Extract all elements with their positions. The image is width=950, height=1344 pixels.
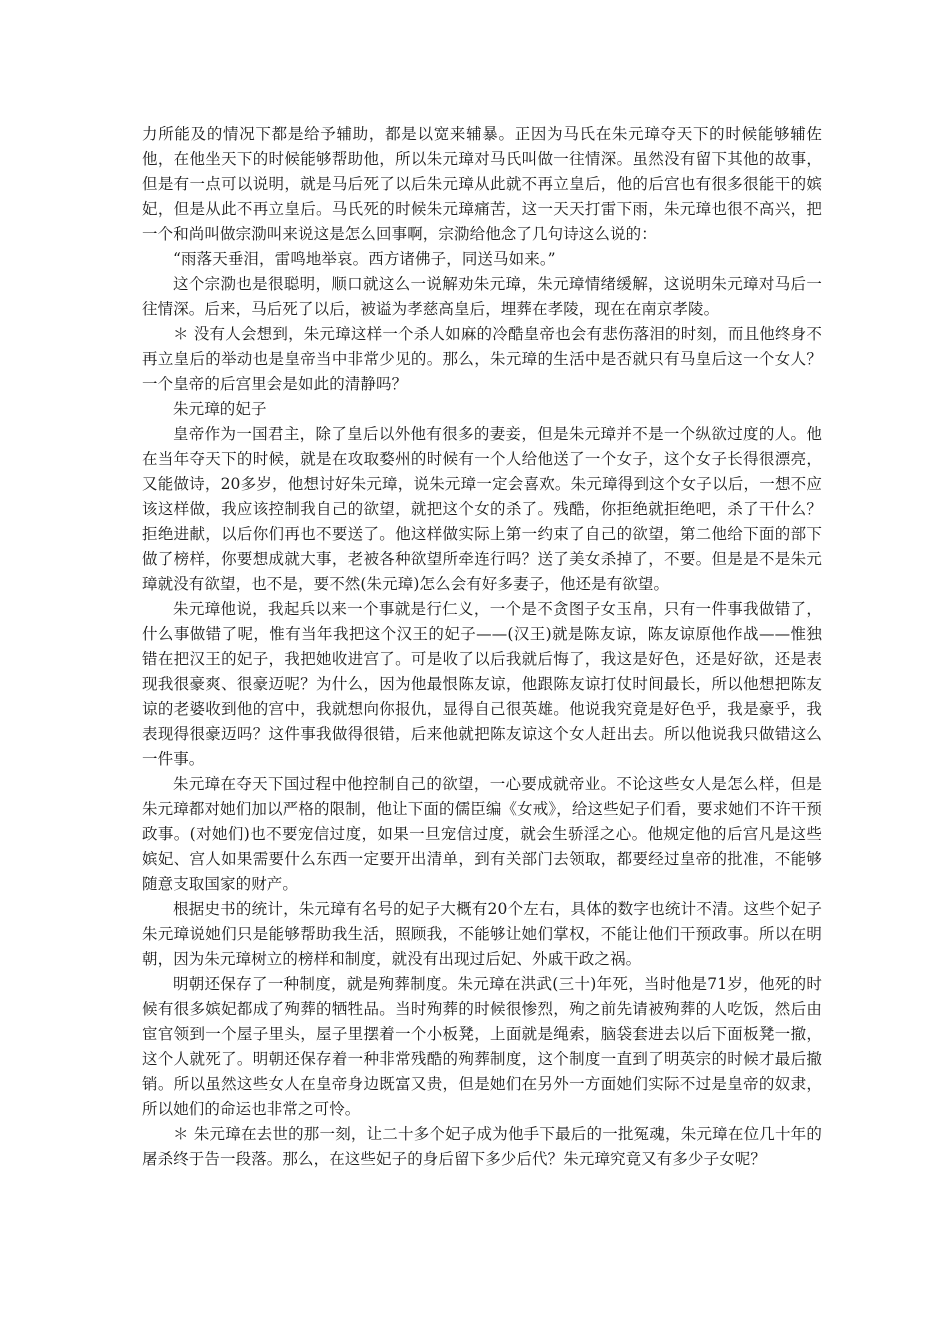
paragraph-concubines: 皇帝作为一国君主，除了皇后以外他有很多的妻妾，但是朱元璋并不是一个纵欲过度的人。他在当年夺天下的时候，就是在攻取婺州的时候有一个人给他送了一个女子，这个女子长得很漂亮，又能做诗，20多岁，他想讨好朱元璋，说朱元璋一定会喜欢。朱元璋得到这个女子以后，一想不应该这样做，我应该控制我自己的欲望，就把这个女的杀了。残酷，你拒绝就拒绝吧，杀了干什么？拒绝进献，以后你们再也不要送了。他这样做实际上第一约束了自己的欲望，第二他给下面的部下做了榜样，你要想成就大事，老被各种欲望所牵连行吗？送了美女杀掉了，不要。但是是不是朱元璋就没有欲望，也不是，要不然(朱元璋)怎么会有好多妻子，他还是有欲望。 [142, 425, 822, 593]
paragraph-statistics: 根据史书的统计，朱元璋有名号的妃子大概有20个左右，具体的数字也统计不清。这些个妃子朱元璋说她们只是能够帮助我生活，照顾我，不能够让她们掌权，不能让他们干预政事。所以在明朝，因为朱元璋树立的榜样和制度，就没有出现过后妃、外戚干政之祸。 [142, 900, 822, 968]
paragraph-continuation: 力所能及的情况下都是给予辅助，都是以宽来辅暴。正因为马氏在朱元璋夺天下的时候能够辅佐他，在他坐天下的时候能够帮助他，所以朱元璋对马氏叫做一往情深。虽然没有留下其他的故事，但是有一点可以说明，就是马后死了以后朱元璋从此就不再立皇后，他的后宫也有很多很能干的嫔妃，但是从此不再立皇后。马氏死的时候朱元璋痛苦，这一天天打雷下雨，朱元璋也很不高兴，把一个和尚叫做宗泐叫来说这是怎么回事啊，宗泐给他念了几句诗这么说的： [142, 125, 822, 243]
paragraph-zongle: 这个宗泐也是很聪明，顺口就这么一说解劝朱元璋，朱元璋情绪缓解，这说明朱元璋对马后一往情深。后来，马后死了以后，被谥为孝慈高皇后，埋葬在孝陵，现在在南京孝陵。 [142, 275, 822, 318]
paragraph-commentary-2: ＊ 朱元璋在去世的那一刻，让二十多个妃子成为他手下最后的一批冤魂，朱元璋在位几十年的屠杀终于告一段落。那么，在这些妃子的身后留下多少后代？朱元璋究竟又有多少子女呢？ [142, 1125, 822, 1168]
paragraph-commentary-1: ＊ 没有人会想到，朱元璋这样一个杀人如麻的冷酷皇帝也会有悲伤落泪的时刻，而且他终身不再立皇后的举动也是皇帝当中非常少见的。那么，朱元璋的生活中是否就只有马皇后这一个女人？一个皇帝的后宫里会是如此的清静吗？ [142, 325, 822, 393]
paragraph-burial: 明朝还保存了一种制度，就是殉葬制度。朱元璋在洪武(三十)年死，当时他是71岁，他死的时候有很多嫔妃都成了殉葬的牺牲品。当时殉葬的时候很惨烈，殉之前先请被殉葬的人吃饭，然后由宦官领到一个屋子里头，屋子里摆着一个小板凳，上面就是绳索，脑袋套进去以后下面板凳一撤，这个人就死了。明朝还保存着一种非常残酷的殉葬制度，这个制度一直到了明英宗的时候才最后撤销。所以虽然这些女人在皇帝身边既富又贵，但是她们在另外一方面她们实际不过是皇帝的奴隶，所以她们的命运也非常之可怜。 [142, 975, 822, 1118]
paragraph-poem: “雨落天垂泪，雷鸣地举哀。西方诸佛子，同送马如来。” [173, 250, 556, 268]
document-page [142, 122, 822, 1172]
paragraph-restraint: 朱元璋在夺天下国过程中他控制自己的欲望，一心要成就帝业。不论这些女人是怎么样，但是朱元璋都对她们加以严格的限制，他让下面的儒臣编《女戒》，给这些妃子们看，要求她们不许干预政事。(对她们)也不要宠信过度，如果一旦宠信过度，就会生骄淫之心。他规定他的后宫凡是这些嫔妃、宫人如果需要什么东西一定要开出清单，到有关部门去领取，都要经过皇帝的批准，不能够随意支取国家的财产。 [142, 775, 822, 893]
section-heading: 朱元璋的妃子 [173, 400, 267, 418]
paragraph-han-king: 朱元璋他说，我起兵以来一个事就是行仁义，一个是不贪图子女玉帛，只有一件事我做错了，什么事做错了呢，惟有当年我把这个汉王的妃子——(汉王)就是陈友谅，陈友谅原他作战——惟独错在把汉王的妃子，我把她收进宫了。可是收了以后我就后悔了，我这是好色，还是好欲，还是表现我很豪爽、很豪迈呢？为什么，因为他最恨陈友谅，他跟陈友谅打仗时间最长，所以他想把陈友谅的老婆收到他的宫中，我就想向你报仇，显得自己很英雄。他说我究竟是好色乎，我是豪乎，我表现得很豪迈吗？这件事我做得很错，后来他就把陈友谅这个女人赶出去。所以他说我只做错这么一件事。 [142, 600, 822, 768]
